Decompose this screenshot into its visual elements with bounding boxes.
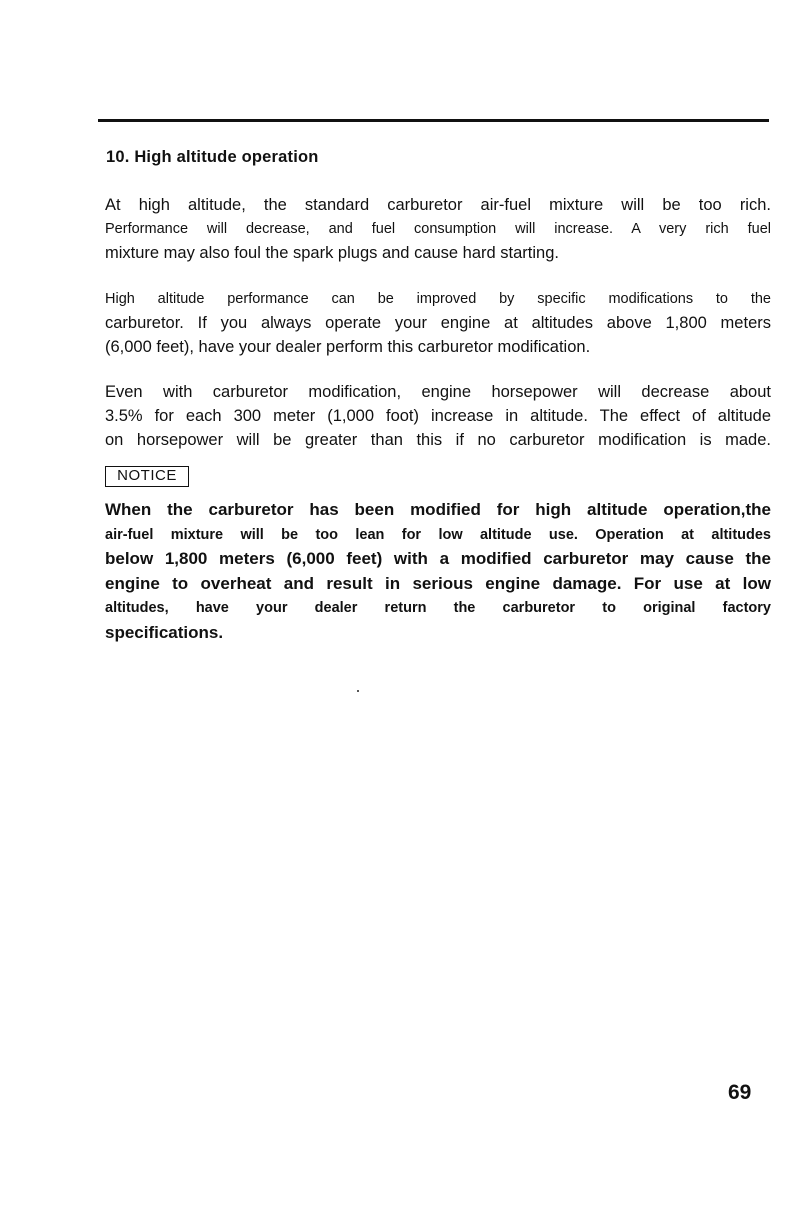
notice-line: below 1,800 meters (6,000 feet) with a modified carburetor may cause the [105, 549, 771, 568]
stray-dot [357, 690, 359, 692]
paragraph-line: At high altitude, the standard carburetor air-fuel mixture will be too rich. [105, 196, 771, 214]
section-title: 10. High altitude operation [106, 148, 319, 166]
paragraph-line: on horsepower will be greater than this if no carburetor modification is made. [105, 431, 771, 449]
notice-line: specifications. [105, 622, 224, 642]
paragraph-line: mixture may also foul the spark plugs and cause hard starting. [105, 244, 559, 262]
paragraph-modification [105, 287, 771, 359]
notice-line: engine to overheat and result in serious engine damage. For use at low [105, 573, 771, 593]
paragraph-line: 3.5% for each 300 meter (1,000 foot) increase in altitude. The effect of altitude [105, 407, 771, 425]
paragraph-line: (6,000 feet), have your dealer perform this carburetor modification. [105, 338, 591, 356]
notice-text [105, 498, 771, 645]
top-rule [98, 119, 769, 122]
paragraph-horsepower [105, 380, 771, 452]
paragraph-rich-mixture [105, 193, 771, 265]
notice-line: altitudes, have your dealer return the carburetor to original factory [105, 600, 771, 616]
paragraph-line: Performance will decrease, and fuel consumption will increase. A very rich fuel [105, 221, 771, 237]
notice-line: air-fuel mixture will be too lean for low altitude use. Operation at altitudes [105, 526, 771, 543]
notice-line: When the carburetor has been modified for high altitude operation,the [105, 500, 771, 519]
paragraph-line: Even with carburetor modification, engine horsepower will decrease about [105, 383, 771, 401]
paragraph-line: High altitude performance can be improved by specific modifications to the [105, 291, 771, 307]
notice-label: NOTICE [105, 466, 189, 487]
page-number: 69 [728, 1081, 752, 1104]
paragraph-line: carburetor. If you always operate your engine at altitudes above 1,800 meters [105, 314, 771, 332]
